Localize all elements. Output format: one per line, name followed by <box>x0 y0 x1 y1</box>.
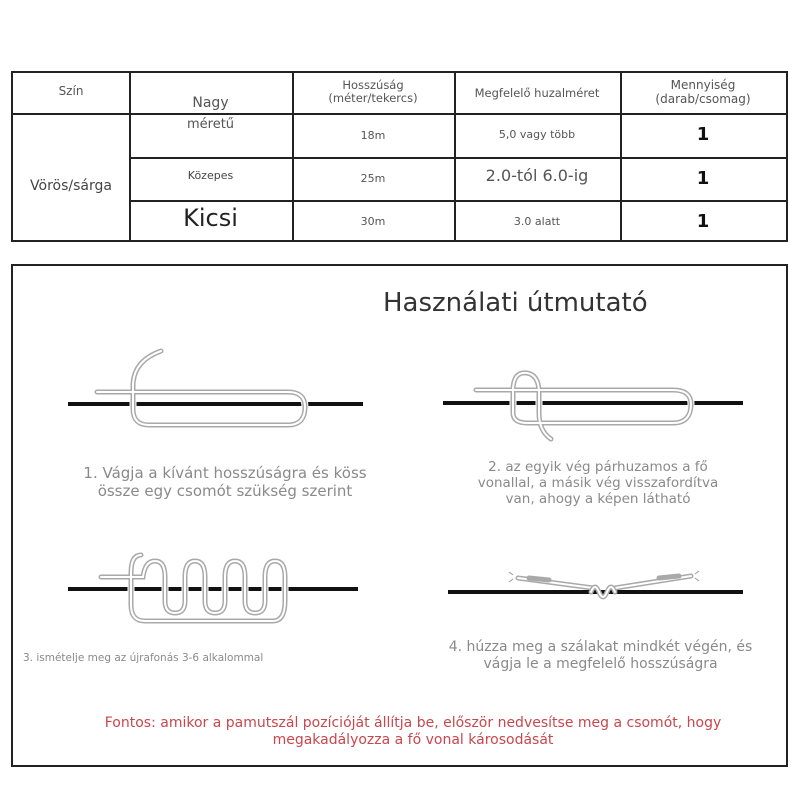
row1-qty: 1 <box>696 124 710 145</box>
row1-wire: 5,0 vagy több <box>498 128 576 141</box>
step3-text: 3. ismételje meg az újrafonás 3-6 alkalommal <box>23 652 264 664</box>
header-color: Szín <box>58 84 84 98</box>
row2-length: 25m <box>360 172 386 185</box>
row1-size: méretű <box>186 117 235 132</box>
step1-knot-illustration <box>63 341 383 441</box>
step2-knot-illustration <box>443 361 763 461</box>
row3-qty: 1 <box>696 211 710 232</box>
step4-text: 4. húzza meg a szálakat mindkét végén, és vágja le a megfelelő hosszúságra <box>448 639 753 672</box>
header-quantity: Mennyiség (darab/csomag) <box>655 78 751 106</box>
guide-title: Használati útmutató <box>383 288 648 318</box>
header-wire-size: Megfelelő huzalméret <box>474 86 600 100</box>
row3-wire: 3.0 alatt <box>513 215 561 228</box>
step1-text: 1. Vágja a kívánt hosszúságra és köss össze egy csomót szükség szerint <box>83 464 367 500</box>
step2-text: 2. az egyik vég párhuzamos a fő vonallal, a másik vég visszafordítva van, ahogy a képen látható <box>477 459 719 508</box>
step4-knot-illustration <box>443 556 763 616</box>
step3-knot-illustration <box>63 541 363 641</box>
usage-guide <box>11 264 788 767</box>
important-note: Fontos: amikor a pamutszál pozícióját állítja be, először nedvesítse meg a csomót, hogy megakadályozza a fő vonal károsodását <box>104 715 722 748</box>
row2-size: Közepes <box>187 169 234 182</box>
row2-wire: 2.0-tól 6.0-ig <box>485 166 589 185</box>
spec-table <box>11 71 788 242</box>
row2-qty: 1 <box>696 168 710 189</box>
row1-length: 18m <box>360 129 386 142</box>
table-divider <box>129 200 786 202</box>
table-divider <box>129 157 786 159</box>
header-size: Nagy <box>192 95 229 111</box>
table-divider <box>13 113 786 115</box>
color-value: Vörös/sárga <box>30 178 112 194</box>
header-length: Hosszúság (méter/tekercs) <box>328 78 418 106</box>
row3-length: 30m <box>360 215 386 228</box>
row3-size: Kicsi <box>183 204 238 232</box>
